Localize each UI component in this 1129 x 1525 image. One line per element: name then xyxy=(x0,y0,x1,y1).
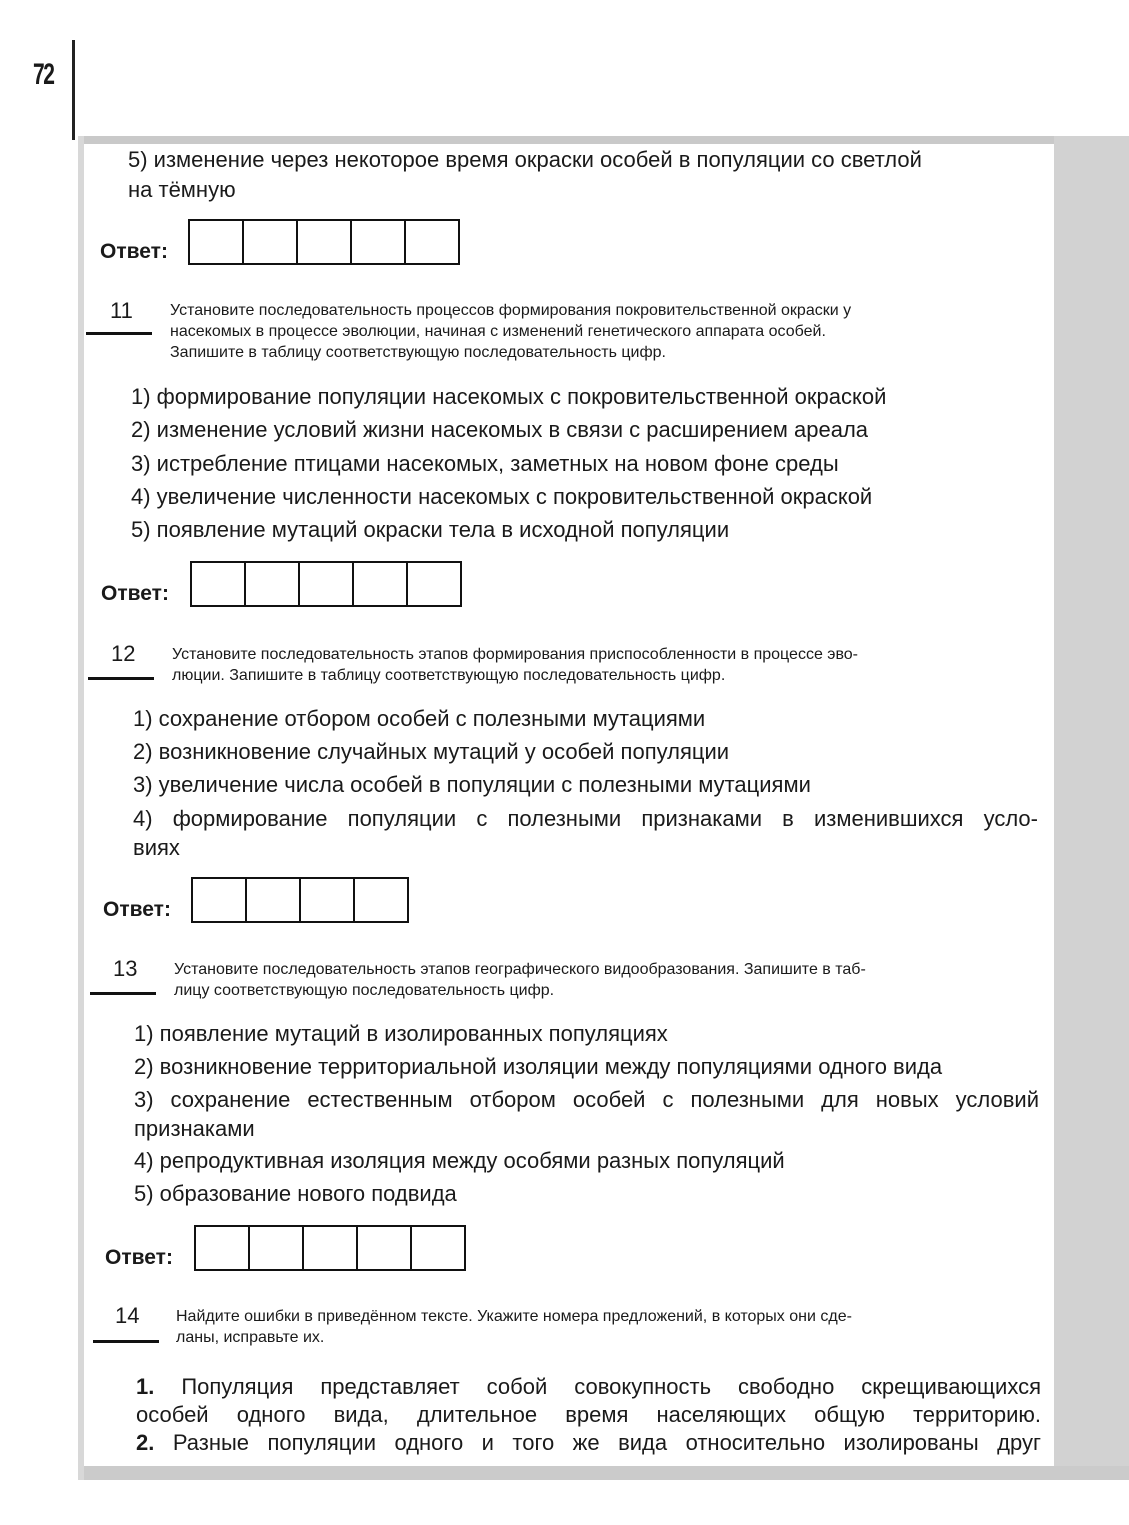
q11-item: 3) истребление птицами насекомых, заметных на новом фоне среды xyxy=(131,451,839,476)
answer-label-13: Ответ: xyxy=(105,1246,173,1269)
answer-cell[interactable] xyxy=(406,221,458,263)
answer-cell[interactable] xyxy=(247,879,301,921)
q11-item: 5) появление мутаций окраски тела в исходной популяции xyxy=(131,517,730,542)
answer-cell[interactable] xyxy=(246,563,300,605)
instruction-12-line1: Установите последовательность этапов формирования приспособленности в процессе эво- xyxy=(172,646,858,663)
q12-item: 2) возникновение случайных мутаций у особей популяции xyxy=(133,739,730,764)
carry-item: 5) изменение через некоторое время окраски особей в популяции со светлой xyxy=(128,147,922,172)
sentence-number: 2. xyxy=(136,1430,155,1455)
q12-item: 1) сохранение отбором особей с полезными мутациями xyxy=(133,706,706,731)
q13-item: 5) образование нового подвида xyxy=(134,1181,457,1206)
q13-item-cont: признаками xyxy=(134,1116,255,1141)
answer-cell[interactable] xyxy=(412,1227,464,1269)
answer-cell[interactable] xyxy=(304,1227,358,1269)
page-number: 72 xyxy=(33,58,54,91)
carry-item-cont: на тёмную xyxy=(128,177,236,202)
q14-sentence-1-line2: особей одного вида, длительное время населяющих общую территорию. xyxy=(136,1402,1041,1427)
answer-grid-10[interactable] xyxy=(188,219,460,265)
sentence-text: Разные популяции одного и того же вида относительно изолированы друг xyxy=(172,1430,1041,1455)
answer-cell[interactable] xyxy=(250,1227,304,1269)
question-bar-14 xyxy=(93,1340,159,1343)
q11-item: 2) изменение условий жизни насекомых в связи с расширением ареала xyxy=(131,417,869,442)
instruction-14-line1: Найдите ошибки в приведённом тексте. Укажите номера предложений, в которых они сде- xyxy=(176,1308,852,1325)
frame-shade-right xyxy=(1054,136,1129,1476)
answer-cell[interactable] xyxy=(196,1227,250,1269)
instruction-14-line2: ланы, исправьте их. xyxy=(176,1329,325,1346)
sentence-number: 1. xyxy=(136,1374,155,1399)
question-number-14: 14 xyxy=(115,1303,140,1328)
answer-cell[interactable] xyxy=(358,1227,412,1269)
answer-cell[interactable] xyxy=(298,221,352,263)
instruction-12-line2: люции. Запишите в таблицу соответствующую последовательность цифр. xyxy=(172,667,726,684)
q11-item: 1) формирование популяции насекомых с покровительственной окраской xyxy=(131,384,887,409)
answer-label-10: Ответ: xyxy=(100,240,168,263)
answer-cell[interactable] xyxy=(352,221,406,263)
answer-cell[interactable] xyxy=(244,221,298,263)
q12-item-cont: виях xyxy=(133,835,180,860)
question-bar-11 xyxy=(86,332,152,335)
q12-item: 4) формирование популяции с полезными признаками в изменившихся усло- xyxy=(133,806,1038,831)
question-number-12: 12 xyxy=(111,641,136,666)
instruction-11-line1: Установите последовательность процессов формирования покровительственной окраски у xyxy=(170,302,852,319)
answer-cell[interactable] xyxy=(408,563,460,605)
answer-cell[interactable] xyxy=(190,221,244,263)
q12-item: 3) увеличение числа особей в популяции с полезными мутациями xyxy=(133,772,811,797)
frame-shade-top xyxy=(78,136,1129,144)
answer-grid-11[interactable] xyxy=(190,561,462,607)
frame-shade-bottom xyxy=(82,1466,1129,1480)
q13-item: 3) сохранение естественным отбором особей с полезными для новых условий xyxy=(134,1087,1039,1112)
question-number-13: 13 xyxy=(113,956,138,981)
question-number-11: 11 xyxy=(110,298,133,323)
q14-sentence-1-line1 xyxy=(136,1373,1041,1401)
answer-label-11: Ответ: xyxy=(101,582,169,605)
q11-item: 4) увеличение численности насекомых с покровительственной окраской xyxy=(131,484,873,509)
question-bar-13 xyxy=(90,992,156,995)
q13-item: 4) репродуктивная изоляция между особями разных популяций xyxy=(134,1148,785,1173)
answer-grid-13[interactable] xyxy=(194,1225,466,1271)
answer-label-12: Ответ: xyxy=(103,898,171,921)
q13-item: 1) появление мутаций в изолированных популяциях xyxy=(134,1021,668,1046)
answer-cell[interactable] xyxy=(193,879,247,921)
instruction-11-line3: Запишите в таблицу соответствующую последовательность цифр. xyxy=(170,344,666,361)
answer-grid-12[interactable] xyxy=(191,877,409,923)
q14-sentence-2-line1 xyxy=(136,1429,1041,1457)
instruction-11-line2: насекомых в процессе эволюции, начиная с изменений генетического аппарата особей. xyxy=(170,323,826,340)
sentence-text: Популяция представляет собой совокупность свободно скрещивающихся xyxy=(181,1374,1041,1399)
instruction-13-line1: Установите последовательность этапов географического видообразования. Запишите в таб- xyxy=(174,961,866,978)
instruction-13-line2: лицу соответствующую последовательность цифр. xyxy=(174,982,555,999)
answer-cell[interactable] xyxy=(354,563,408,605)
header-rule xyxy=(72,40,75,140)
question-bar-12 xyxy=(88,677,154,680)
answer-cell[interactable] xyxy=(192,563,246,605)
answer-cell[interactable] xyxy=(355,879,407,921)
answer-cell[interactable] xyxy=(300,563,354,605)
answer-cell[interactable] xyxy=(301,879,355,921)
q13-item: 2) возникновение территориальной изоляции между популяциями одного вида xyxy=(134,1054,943,1079)
